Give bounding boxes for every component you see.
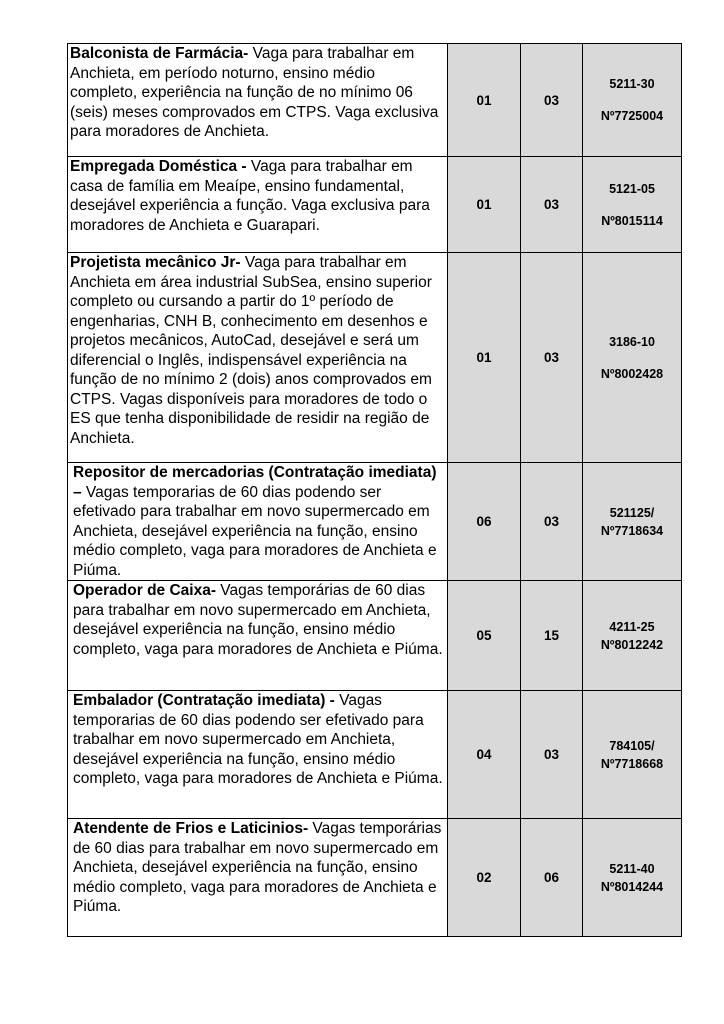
code-cell [583, 44, 682, 157]
quantity-cell: 01 [448, 44, 521, 157]
vacancy-number: Nº7718634 [600, 523, 664, 538]
secondary-count-cell: 03 [521, 691, 583, 819]
code-cell [583, 463, 682, 581]
vacancy-number: Nº8002428 [600, 366, 664, 381]
code-cell [583, 157, 682, 253]
job-description-cell [68, 253, 448, 463]
table-row [68, 463, 682, 581]
code-cell [583, 253, 682, 463]
secondary-count-cell: 03 [521, 253, 583, 463]
table-row [68, 581, 682, 691]
job-description-cell [68, 463, 448, 581]
job-title: Projetista mecânico Jr- [70, 254, 241, 271]
vacancy-number: Nº7718668 [600, 756, 664, 771]
job-details: Vagas temporárias de 60 dias para trabalhar em novo supermercado em Anchieta, desejável experiência na função, ensino médio completo, vaga para moradores de Anchieta e Piúma. [73, 582, 443, 658]
table-row [68, 691, 682, 819]
job-description-cell [68, 819, 448, 937]
occupation-code: 5211-40 [609, 861, 655, 876]
job-openings-table [67, 43, 682, 937]
occupation-code: 4211-25 [609, 619, 655, 634]
table-row [68, 253, 682, 463]
job-description-cell [68, 581, 448, 691]
vacancy-number: Nº8015114 [601, 213, 663, 228]
code-cell [583, 581, 682, 691]
job-title: Embalador (Contratação imediata) - [73, 692, 335, 709]
code-cell [583, 691, 682, 819]
secondary-count-cell: 03 [521, 463, 583, 581]
job-title: Operador de Caixa- [73, 582, 216, 599]
vacancy-number: Nº8014244 [600, 879, 664, 894]
table-row [68, 44, 682, 157]
job-details: Vagas temporarias de 60 dias podendo ser efetivado para trabalhar em novo supermercado em Anchieta, desejável experiência na função, ensino médio completo, vaga para moradores de Anchieta e Piúma. [73, 483, 437, 579]
job-details: Vaga para trabalhar em Anchieta em área industrial SubSea, ensino superior completo ou cursando a partir do 1º período de engenharias, CNH B, conhecimento em desenhos e projetos mecânicos, AutoCad, desejável e será um diferencial o Inglês, indispensável experiência na função de no mínimo 2 (dois) anos comprovados em CTPS. Vagas disponíveis para moradores de todo o ES que tenha disponibilidade de residir na região de Anchieta. [70, 254, 432, 447]
job-title: Atendente de Frios e Laticinios- [73, 820, 309, 837]
job-description-cell [68, 691, 448, 819]
occupation-code: 5211-30 [609, 77, 655, 91]
table-row [68, 157, 682, 253]
job-details: Vaga para trabalhar em casa de família em Meaípe, ensino fundamental, desejável experiência a função. Vaga exclusiva para moradores de Anchieta e Guarapari. [70, 158, 430, 234]
quantity-cell: 01 [448, 157, 521, 253]
occupation-code: 521125/ [609, 505, 655, 520]
quantity-cell: 01 [448, 253, 521, 463]
secondary-count-cell: 06 [521, 819, 583, 937]
job-description-cell [68, 44, 448, 157]
quantity-cell: 05 [448, 581, 521, 691]
occupation-code: 5121-05 [609, 181, 655, 196]
vacancy-number: Nº8012242 [600, 637, 664, 652]
job-details: Vaga para trabalhar em Anchieta, em período noturno, ensino médio completo, experiência na função de no mínimo 06 (seis) meses comprovados em CTPS. Vaga exclusiva para moradores de Anchieta. [70, 45, 439, 140]
secondary-count-cell: 03 [521, 157, 583, 253]
code-cell [583, 819, 682, 937]
job-title: Balconista de Farmácia- [70, 45, 249, 62]
quantity-cell: 06 [448, 463, 521, 581]
table-row [68, 819, 682, 937]
job-title: Repositor de mercadorias (Contratação imediata) – [73, 464, 437, 501]
secondary-count-cell: 15 [521, 581, 583, 691]
job-details: Vagas temporarias de 60 dias podendo ser efetivado para trabalhar em novo supermercado em Anchieta, desejável experiência na função, ensino médio completo, vaga para moradores de Anchieta e Piúma. [73, 692, 443, 787]
occupation-code: 3186-10 [609, 334, 655, 349]
vacancy-number: Nº7725004 [600, 109, 664, 123]
quantity-cell: 02 [448, 819, 521, 937]
job-description-cell [68, 157, 448, 253]
job-details: Vagas temporárias de 60 dias para trabalhar em novo supermercado em Anchieta, desejável experiência na função, ensino médio completo, vaga para moradores de Anchieta e Piúma. [73, 820, 442, 915]
job-title: Empregada Doméstica - [70, 158, 247, 175]
secondary-count-cell: 03 [521, 44, 583, 157]
occupation-code: 784105/ [609, 738, 655, 753]
quantity-cell: 04 [448, 691, 521, 819]
